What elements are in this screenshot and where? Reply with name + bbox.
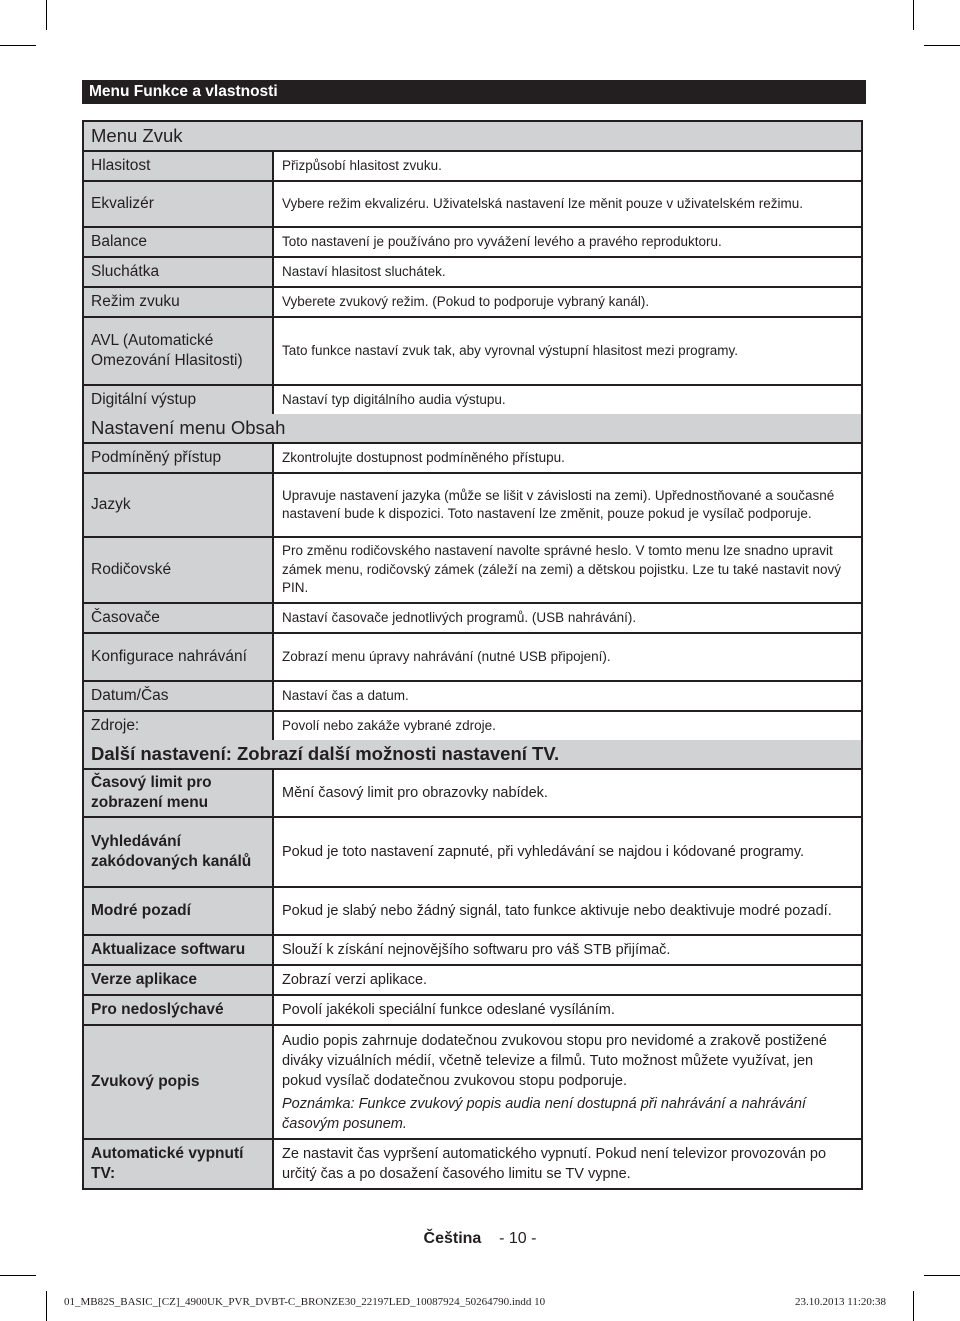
content-rows: [84, 444, 861, 740]
section-title-sound: Menu Zvuk: [84, 122, 861, 152]
description-note: Poznámka: Funkce zvukový popis audia není dostupná při nahrávání a nahrávání časovým posunem.: [282, 1095, 806, 1132]
table-row: [84, 474, 861, 538]
row-label: Časovače: [91, 609, 160, 626]
row-label: Modré pozadí: [91, 902, 191, 919]
table-row: [84, 996, 861, 1026]
features-table: [82, 120, 863, 1190]
section-header: Menu Funkce a vlastnosti: [82, 80, 866, 104]
row-label: Rodičovské: [91, 561, 172, 578]
crop-mark: [0, 45, 36, 46]
row-description: Pokud je toto nastavení zapnuté, při vyhledávání se najdou i kódované programy.: [272, 818, 861, 886]
row-label: Hlasitost: [91, 157, 151, 174]
row-description: Upravuje nastavení jazyka (může se lišit v závislosti na zemi). Upřednostňované a současné nastavení bude k dispozici. Toto nastavení lze změnit, pouze pokud je vysílač podporuje.: [272, 474, 861, 536]
row-label: Časový limit pro zobrazení menu: [91, 774, 212, 811]
row-description: Zobrazí menu úpravy nahrávání (nutné USB připojení).: [272, 634, 861, 680]
row-label: AVL (Automatické Omezování Hlasitosti): [91, 332, 243, 369]
crop-mark: [913, 1291, 914, 1321]
table-row: [84, 538, 861, 604]
crop-mark: [913, 0, 914, 30]
slug-datetime: 23.10.2013 11:20:38: [795, 1296, 886, 1308]
table-row: [84, 318, 861, 386]
table-row: [84, 1140, 861, 1188]
row-label: Zvukový popis: [91, 1073, 200, 1090]
table-row: [84, 712, 861, 740]
row-label: Sluchátka: [91, 263, 160, 280]
row-description: Vyberete zvukový režim. (Pokud to podporuje vybraný kanál).: [272, 288, 861, 316]
row-label: Pro nedoslýchavé: [91, 1001, 224, 1018]
slug-file: 01_MB82S_BASIC_[CZ]_4900UK_PVR_DVBT-C_BRONZE30_22197LED_10087924_50264790.indd 10: [64, 1296, 546, 1308]
table-row: [84, 258, 861, 288]
row-label: Balance: [91, 233, 148, 250]
section-title-content: Nastavení menu Obsah: [84, 414, 861, 444]
row-description: Přizpůsobí hlasitost zvuku.: [272, 152, 861, 180]
row-description: Povolí jakékoli speciální funkce odeslané vysíláním.: [272, 996, 861, 1024]
row-label: Ekvalizér: [91, 195, 154, 212]
crop-mark: [46, 1291, 47, 1321]
table-row: [84, 770, 861, 818]
row-label: Digitální výstup: [91, 391, 197, 408]
crop-mark: [46, 0, 47, 30]
row-label: Verze aplikace: [91, 971, 197, 988]
row-description: Zkontrolujte dostupnost podmíněného přístupu.: [272, 444, 861, 472]
row-description: Mění časový limit pro obrazovky nabídek.: [272, 770, 861, 816]
table-row: [84, 682, 861, 712]
row-description: Nastaví časovače jednotlivých programů. (USB nahrávání).: [272, 604, 861, 632]
table-row: [84, 818, 861, 888]
row-description: Nastaví hlasitost sluchátek.: [272, 258, 861, 286]
table-row: [84, 288, 861, 318]
row-description: Povolí nebo zakáže vybrané zdroje.: [272, 712, 861, 740]
crop-mark: [924, 1275, 960, 1276]
table-row: [84, 966, 861, 996]
page-footer: [0, 1230, 960, 1248]
row-description: Pro změnu rodičovského nastavení navolte správné heslo. V tomto menu lze snadno upravit zámek menu, rodičovský zámek (záleží na zemi) a dětskou pojistku. Lze tu také nastavit nový PIN.: [272, 538, 861, 602]
footer-language: Čeština: [423, 1230, 482, 1247]
row-description: Slouží k získání nejnovějšího softwaru pro váš STB přijímač.: [272, 936, 861, 964]
table-row: [84, 888, 861, 936]
row-label: Vyhledávání zakódovaných kanálů: [91, 833, 252, 870]
other-rows: [84, 770, 861, 1188]
crop-mark: [0, 1275, 36, 1276]
row-label: Režim zvuku: [91, 293, 180, 310]
table-row: [84, 228, 861, 258]
table-row: [84, 152, 861, 182]
table-row: [84, 182, 861, 228]
row-label: Zdroje:: [91, 717, 140, 734]
row-label: Jazyk: [91, 496, 131, 513]
crop-mark: [924, 45, 960, 46]
row-description: Vybere režim ekvalizéru. Uživatelská nastavení lze měnit pouze v uživatelském režimu.: [272, 182, 861, 226]
table-row: [84, 604, 861, 634]
row-description: [272, 1026, 861, 1138]
row-label: Automatické vypnutí TV:: [91, 1145, 244, 1182]
row-description: Tato funkce nastaví zvuk tak, aby vyrovnal výstupní hlasitost mezi programy.: [272, 318, 861, 384]
row-description: Nastaví typ digitálního audia výstupu.: [272, 386, 861, 414]
table-row: [84, 386, 861, 414]
row-label: Aktualizace softwaru: [91, 941, 246, 958]
row-description: Pokud je slabý nebo žádný signál, tato funkce aktivuje nebo deaktivuje modré pozadí.: [272, 888, 861, 934]
table-row: [84, 936, 861, 966]
page-number: - 10 -: [499, 1230, 537, 1247]
sound-rows: [84, 152, 861, 414]
row-description: Nastaví čas a datum.: [272, 682, 861, 710]
row-label: Datum/Čas: [91, 687, 169, 704]
row-description: Toto nastavení je používáno pro vyvážení levého a pravého reproduktoru.: [272, 228, 861, 256]
table-row: [84, 1026, 861, 1140]
row-label: Podmíněný přístup: [91, 449, 222, 466]
table-row: [84, 444, 861, 474]
description-text: Audio popis zahrnuje dodatečnou zvukovou stopu pro nevidomé a zrakově postižené diváky vizuálních médií, včetně televize a filmů. Tuto možnost můžete využívat, jen pokud vysílač dodatečnou zvukovou stopu podporuje.: [282, 1032, 827, 1089]
row-description: Zobrazí verzi aplikace.: [272, 966, 861, 994]
section-title-other: Další nastavení: Zobrazí další možnosti nastavení TV.: [84, 740, 861, 770]
table-row: [84, 634, 861, 682]
row-label: Konfigurace nahrávání: [91, 648, 247, 665]
row-description: Ze nastavit čas vypršení automatického vypnutí. Pokud není televizor provozován po určitý čas a po dosažení časového limitu se TV vypne.: [272, 1140, 861, 1188]
